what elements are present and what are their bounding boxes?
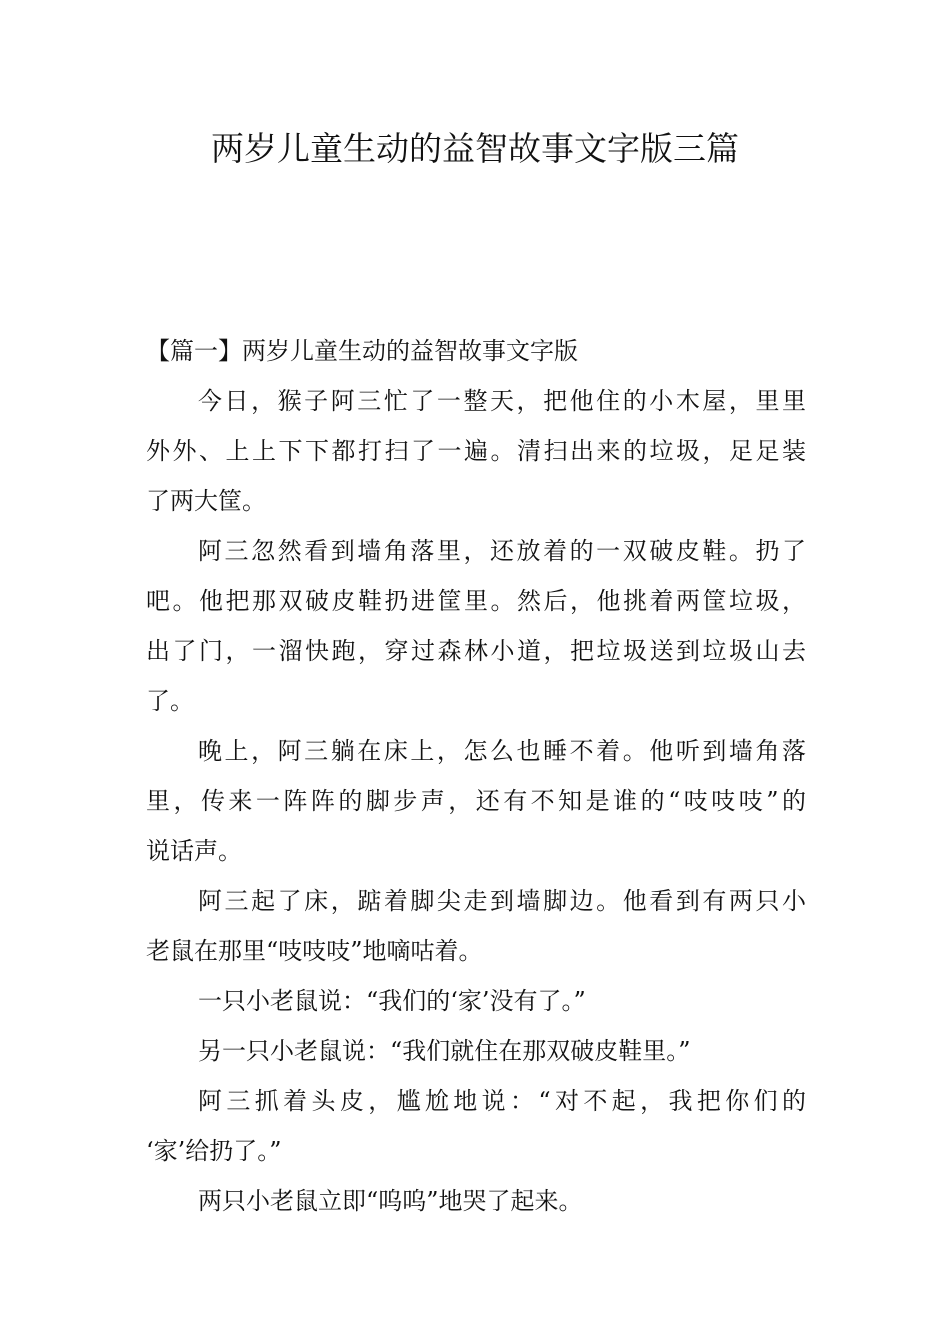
section-heading: 【篇一】两岁儿童生动的益智故事文字版	[146, 337, 578, 365]
paragraph-line: 说话声。	[146, 837, 242, 865]
paragraph-line: ‘家’给扔了。”	[146, 1137, 282, 1165]
paragraph-line: 两只小老鼠立即“呜呜”地哭了起来。	[198, 1187, 583, 1215]
paragraph	[146, 1026, 806, 1076]
paragraph-line: 阿三抓着头皮，尴尬地说：“对不起，我把你们的	[198, 1087, 806, 1115]
paragraph	[146, 1076, 806, 1176]
paragraph	[146, 376, 806, 526]
paragraph	[146, 976, 806, 1026]
paragraph-line: 另一只小老鼠说：“我们就住在那双破皮鞋里。”	[198, 1037, 691, 1065]
paragraph-line: 出了门，一溜快跑，穿过森林小道，把垃圾送到垃圾山去	[146, 637, 806, 665]
paragraph-line: 吧。他把那双破皮鞋扔进筐里。然后，他挑着两筐垃圾，	[146, 587, 806, 615]
paragraph-line: 了。	[146, 687, 194, 715]
paragraph	[146, 876, 806, 976]
paragraph-line: 了两大筐。	[146, 487, 266, 515]
document-title: 两岁儿童生动的益智故事文字版三篇	[211, 129, 739, 168]
paragraph-line: 阿三忽然看到墙角落里，还放着的一双破皮鞋。扔了	[198, 537, 806, 565]
paragraph-line: 老鼠在那里“吱吱吱”地嘀咕着。	[146, 937, 483, 965]
paragraph-line: 外外、上上下下都打扫了一遍。清扫出来的垃圾，足足装	[146, 437, 806, 465]
document-body	[146, 326, 806, 1226]
paragraph-line: 今日，猴子阿三忙了一整天，把他住的小木屋，里里	[198, 387, 806, 415]
paragraph-line: 里，传来一阵阵的脚步声，还有不知是谁的“吱吱吱”的	[146, 787, 806, 815]
paragraph-line: 晚上，阿三躺在床上，怎么也睡不着。他听到墙角落	[198, 737, 806, 765]
paragraph-line: 阿三起了床，踮着脚尖走到墙脚边。他看到有两只小	[198, 887, 806, 915]
paragraph	[146, 726, 806, 876]
paragraph-list	[146, 376, 806, 1226]
paragraph	[146, 526, 806, 726]
paragraph-line: 一只小老鼠说：“我们的‘家’没有了。”	[198, 987, 586, 1015]
paragraph	[146, 1176, 806, 1226]
